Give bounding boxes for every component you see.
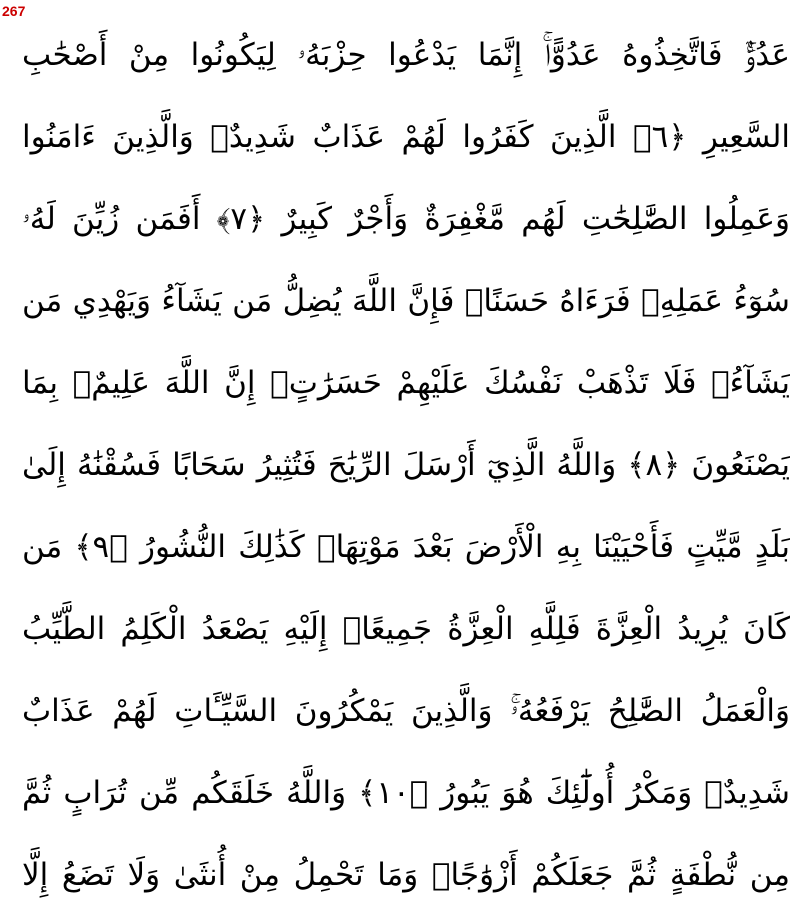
- text-line-8: كَانَ يُرِيدُ الْعِزَّةَ فَلِلَّهِ الْعِزَّةُ جَمِيعًاۚ إِلَيْهِ يَصْعَدُ الْكَلِمُ الطَّيِّبُ: [22, 611, 790, 647]
- text-line-9: وَالْعَمَلُ الصَّٰلِحُ يَرْفَعُهُۥۚ وَالَّذِينَ يَمْكُرُونَ السَّيِّـَٔاتِ لَهُمْ عَذَابٌ: [22, 693, 790, 729]
- text-line-6: يَصْنَعُونَ ﴿٨﴾ وَاللَّهُ الَّذِيٓ أَرْسَلَ الرِّيَٰحَ فَتُثِيرُ سَحَابًا فَسُقْنَٰهُ إِلَىٰ: [22, 447, 790, 483]
- text-line-5: يَشَآءُۖ فَلَا تَذْهَبْ نَفْسُكَ عَلَيْهِمْ حَسَرَٰتٍۚ إِنَّ اللَّهَ عَلِيمٌۢ بِمَا: [22, 365, 790, 401]
- quran-text-block: [22, 14, 790, 916]
- text-line-2: السَّعِيرِ ﴿٦﴾ الَّذِينَ كَفَرُوا لَهُمْ عَذَابٌ شَدِيدٌۖ وَالَّذِينَ ءَامَنُوا: [22, 119, 790, 155]
- text-line-10: شَدِيدٌۖ وَمَكْرُ أُولَٰٓئِكَ هُوَ يَبُورُ ﴿١٠﴾ وَاللَّهُ خَلَقَكُم مِّن تُرَابٍ ثُمَّ: [22, 775, 790, 811]
- text-line-1: عَدُوٌّۚ فَاتَّخِذُوهُ عَدُوًّاۚ إِنَّمَا يَدْعُوا حِزْبَهُۥ لِيَكُونُوا مِنْ أَصْحَٰبِ: [22, 37, 790, 73]
- text-line-11: مِن نُّطْفَةٍ ثُمَّ جَعَلَكُمْ أَزْوَٰجًاۚ وَمَا تَحْمِلُ مِنْ أُنثَىٰ وَلَا تَضَعُ إِلَّا: [22, 857, 790, 893]
- page-number: 267: [2, 3, 26, 19]
- text-line-7: بَلَدٍ مَّيِّتٍ فَأَحْيَيْنَا بِهِ الْأَرْضَ بَعْدَ مَوْتِهَاۚ كَذَٰلِكَ النُّشُورُ ﴿٩﴾ مَن: [22, 529, 790, 565]
- text-line-4: سُوٓءُ عَمَلِهِۦ فَرَءَاهُ حَسَنًاۖ فَإِنَّ اللَّهَ يُضِلُّ مَن يَشَآءُ وَيَهْدِي مَن: [22, 283, 790, 319]
- text-line-3: وَعَمِلُوا الصَّٰلِحَٰتِ لَهُم مَّغْفِرَةٌ وَأَجْرٌ كَبِيرٌ ﴿٧﴾ أَفَمَن زُيِّنَ لَهُۥ: [22, 201, 790, 237]
